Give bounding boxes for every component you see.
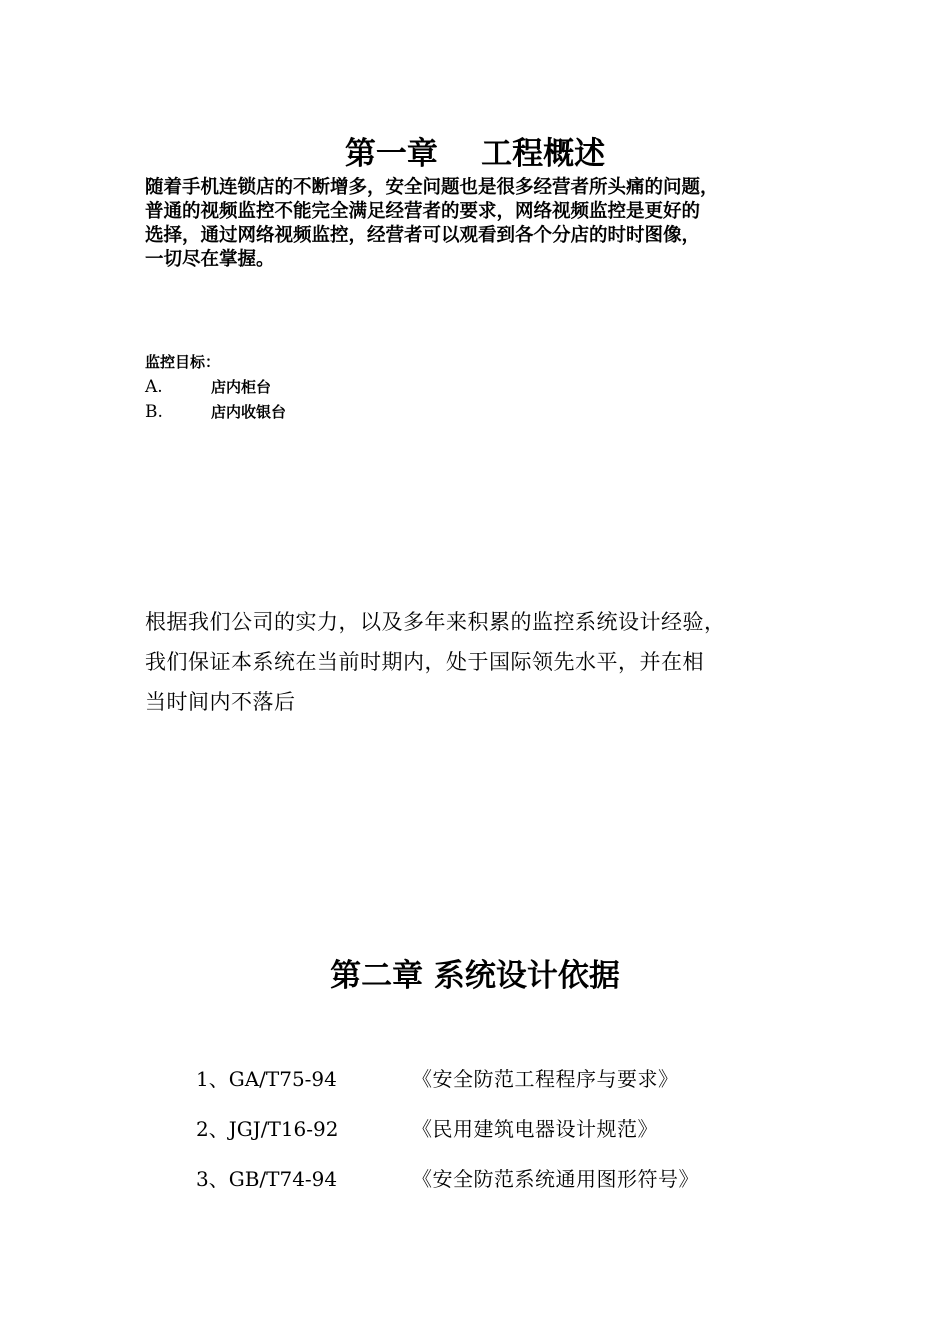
goal-marker: A. xyxy=(145,377,163,397)
statement-line: 当时间内不落后 xyxy=(145,690,296,714)
intro-line: 随着手机连锁店的不断增多，安全问题也是很多经营者所头痛的问题， xyxy=(145,177,719,198)
reference-item xyxy=(196,1102,836,1152)
intro-line: 一切尽在掌握。 xyxy=(145,249,275,270)
goal-marker: B. xyxy=(145,402,163,422)
reference-list xyxy=(196,1052,836,1202)
reference-name: 《安全防范系统通用图形符号》 xyxy=(412,1166,699,1191)
reference-code: 3、GB/T74-94 xyxy=(196,1166,338,1191)
intro-line: 选择，通过网络视频监控，经营者可以观看到各个分店的时时图像， xyxy=(145,225,701,246)
chapter2-title: 第二章 系统设计依据 xyxy=(330,958,620,994)
statement-line: 我们保证本系统在当前时期内，处于国际领先水平，并在相 xyxy=(145,650,704,674)
chapter1-title: 第一章 工程概述 xyxy=(344,136,606,172)
goal-item xyxy=(145,375,545,400)
company-statement xyxy=(145,602,835,722)
reference-name: 《安全防范工程程序与要求》 xyxy=(412,1066,679,1091)
chapter1-intro xyxy=(145,176,845,272)
reference-item xyxy=(196,1052,836,1102)
goal-text: 店内柜台 xyxy=(211,378,272,396)
reference-name: 《民用建筑电器设计规范》 xyxy=(412,1116,658,1141)
intro-line: 普通的视频监控不能完全满足经营者的要求，网络视频监控是更好的 xyxy=(145,201,701,222)
goal-text: 店内收银台 xyxy=(211,403,287,421)
reference-item xyxy=(196,1152,836,1202)
monitoring-goals xyxy=(145,350,545,425)
reference-code: 1、GA/T75-94 xyxy=(196,1066,337,1091)
goals-label: 监控目标： xyxy=(145,353,221,371)
reference-code: 2、JGJ/T16-92 xyxy=(196,1116,339,1141)
statement-line: 根据我们公司的实力，以及多年来积累的监控系统设计经验， xyxy=(145,610,726,634)
goal-item xyxy=(145,400,545,425)
